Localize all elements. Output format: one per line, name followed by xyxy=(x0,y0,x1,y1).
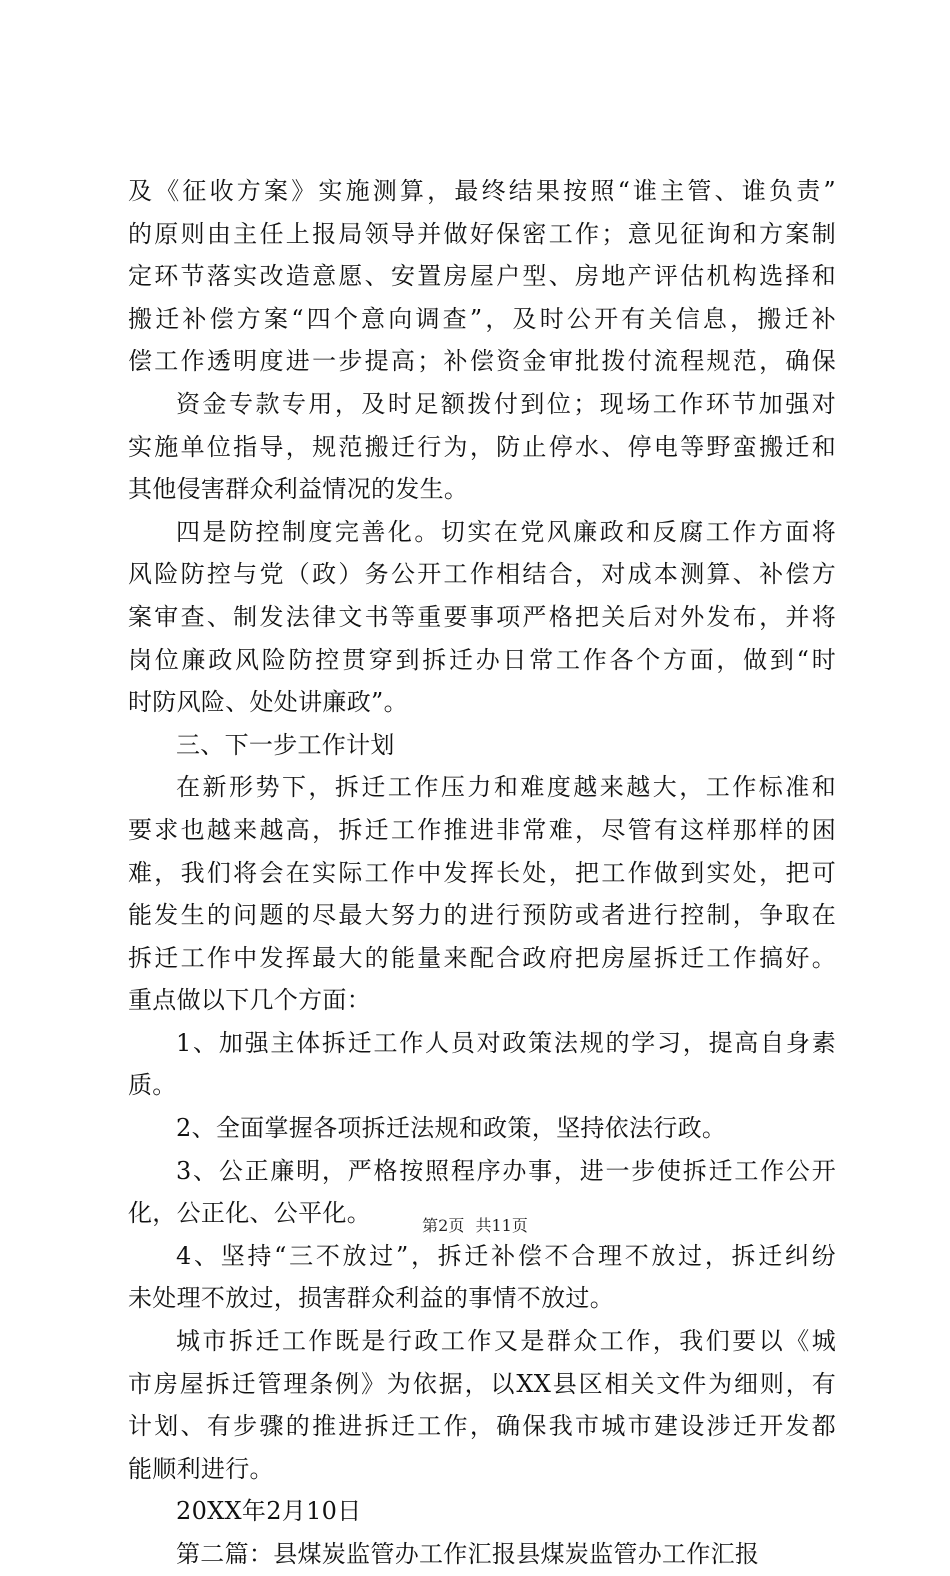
page-total: 共11页 xyxy=(475,1216,528,1235)
text-line: 搬迁补偿方案“四个意向调查”，及时公开有关信息，搬迁补 xyxy=(128,304,836,333)
text-line: 难，我们将会在实际工作中发挥长处，把工作做到实处，把可 xyxy=(128,858,836,887)
text-line: 第二篇：县煤炭监管办工作汇报县煤炭监管办工作汇报 xyxy=(176,1540,760,1568)
text-line: 质。 xyxy=(128,1071,177,1100)
text-line: 的原则由主任上报局领导并做好保密工作；意见征询和方案制 xyxy=(128,219,836,248)
text-line: 拆迁工作中发挥最大的能量来配合政府把房屋拆迁工作搞好。 xyxy=(128,943,836,972)
text-line: 定环节落实改造意愿、安置房屋户型、房地产评估机构选择和 xyxy=(128,262,836,291)
text-line: 四是防控制度完善化。切实在党风廉政和反腐工作方面将 xyxy=(176,517,836,546)
text-line: 3、公正廉明，严格按照程序办事，进一步使拆迁工作公开 xyxy=(176,1156,836,1185)
text-line: 在新形势下，拆迁工作压力和难度越来越大，工作标准和 xyxy=(176,773,836,802)
text-line: 案审查、制发法律文书等重要事项严格把关后对外发布，并将 xyxy=(128,602,836,631)
text-line: 计划、有步骤的推进拆迁工作，确保我市城市建设涉迁开发都 xyxy=(128,1412,836,1441)
text-line: 三、下一步工作计划 xyxy=(176,730,395,759)
text-line: 及《征收方案》实施测算，最终结果按照“谁主管、谁负责” xyxy=(128,177,836,205)
text-line: 市房屋拆迁管理条例》为依据，以XX县区相关文件为细则，有 xyxy=(128,1369,836,1398)
document-body xyxy=(128,170,836,1576)
text-line: 4、坚持“三不放过”，拆迁补偿不合理不放过，拆迁纠纷 xyxy=(176,1241,836,1270)
text-line: 风险防控与党（政）务公开工作相结合，对成本测算、补偿方 xyxy=(128,560,836,589)
text-line: 岗位廉政风险防控贯穿到拆迁办日常工作各个方面，做到“时 xyxy=(128,645,836,674)
text-line: 时防风险、处处讲廉政”。 xyxy=(128,688,408,717)
text-line: 1、加强主体拆迁工作人员对政策法规的学习，提高自身素 xyxy=(176,1028,836,1057)
text-line: 重点做以下几个方面： xyxy=(128,986,371,1015)
text-line: 城市拆迁工作既是行政工作又是群众工作，我们要以《城 xyxy=(176,1327,836,1356)
page-footer xyxy=(0,1216,950,1236)
text-line: 2、全面掌握各项拆迁法规和政策，坚持依法行政。 xyxy=(176,1114,727,1143)
text-line: 化，公正化、公平化。 xyxy=(128,1199,371,1228)
text-line: 20XX年2月10日 xyxy=(176,1497,362,1526)
text-line: 其他侵害群众利益情况的发生。 xyxy=(128,475,469,504)
text-line: 未处理不放过，损害群众利益的事情不放过。 xyxy=(128,1284,614,1313)
page-number: 第2页 xyxy=(422,1216,465,1235)
text-line: 要求也越来越高，拆迁工作推进非常难，尽管有这样那样的困 xyxy=(128,815,836,844)
text-line: 偿工作透明度进一步提高；补偿资金审批拨付流程规范，确保 xyxy=(128,347,836,376)
text-line: 实施单位指导，规范搬迁行为，防止停水、停电等野蛮搬迁和 xyxy=(128,432,836,461)
text-line: 能发生的问题的尽最大努力的进行预防或者进行控制，争取在 xyxy=(128,901,836,930)
text-line: 资金专款专用，及时足额拨付到位；现场工作环节加强对 xyxy=(176,389,836,418)
text-line: 能顺利进行。 xyxy=(128,1454,274,1483)
